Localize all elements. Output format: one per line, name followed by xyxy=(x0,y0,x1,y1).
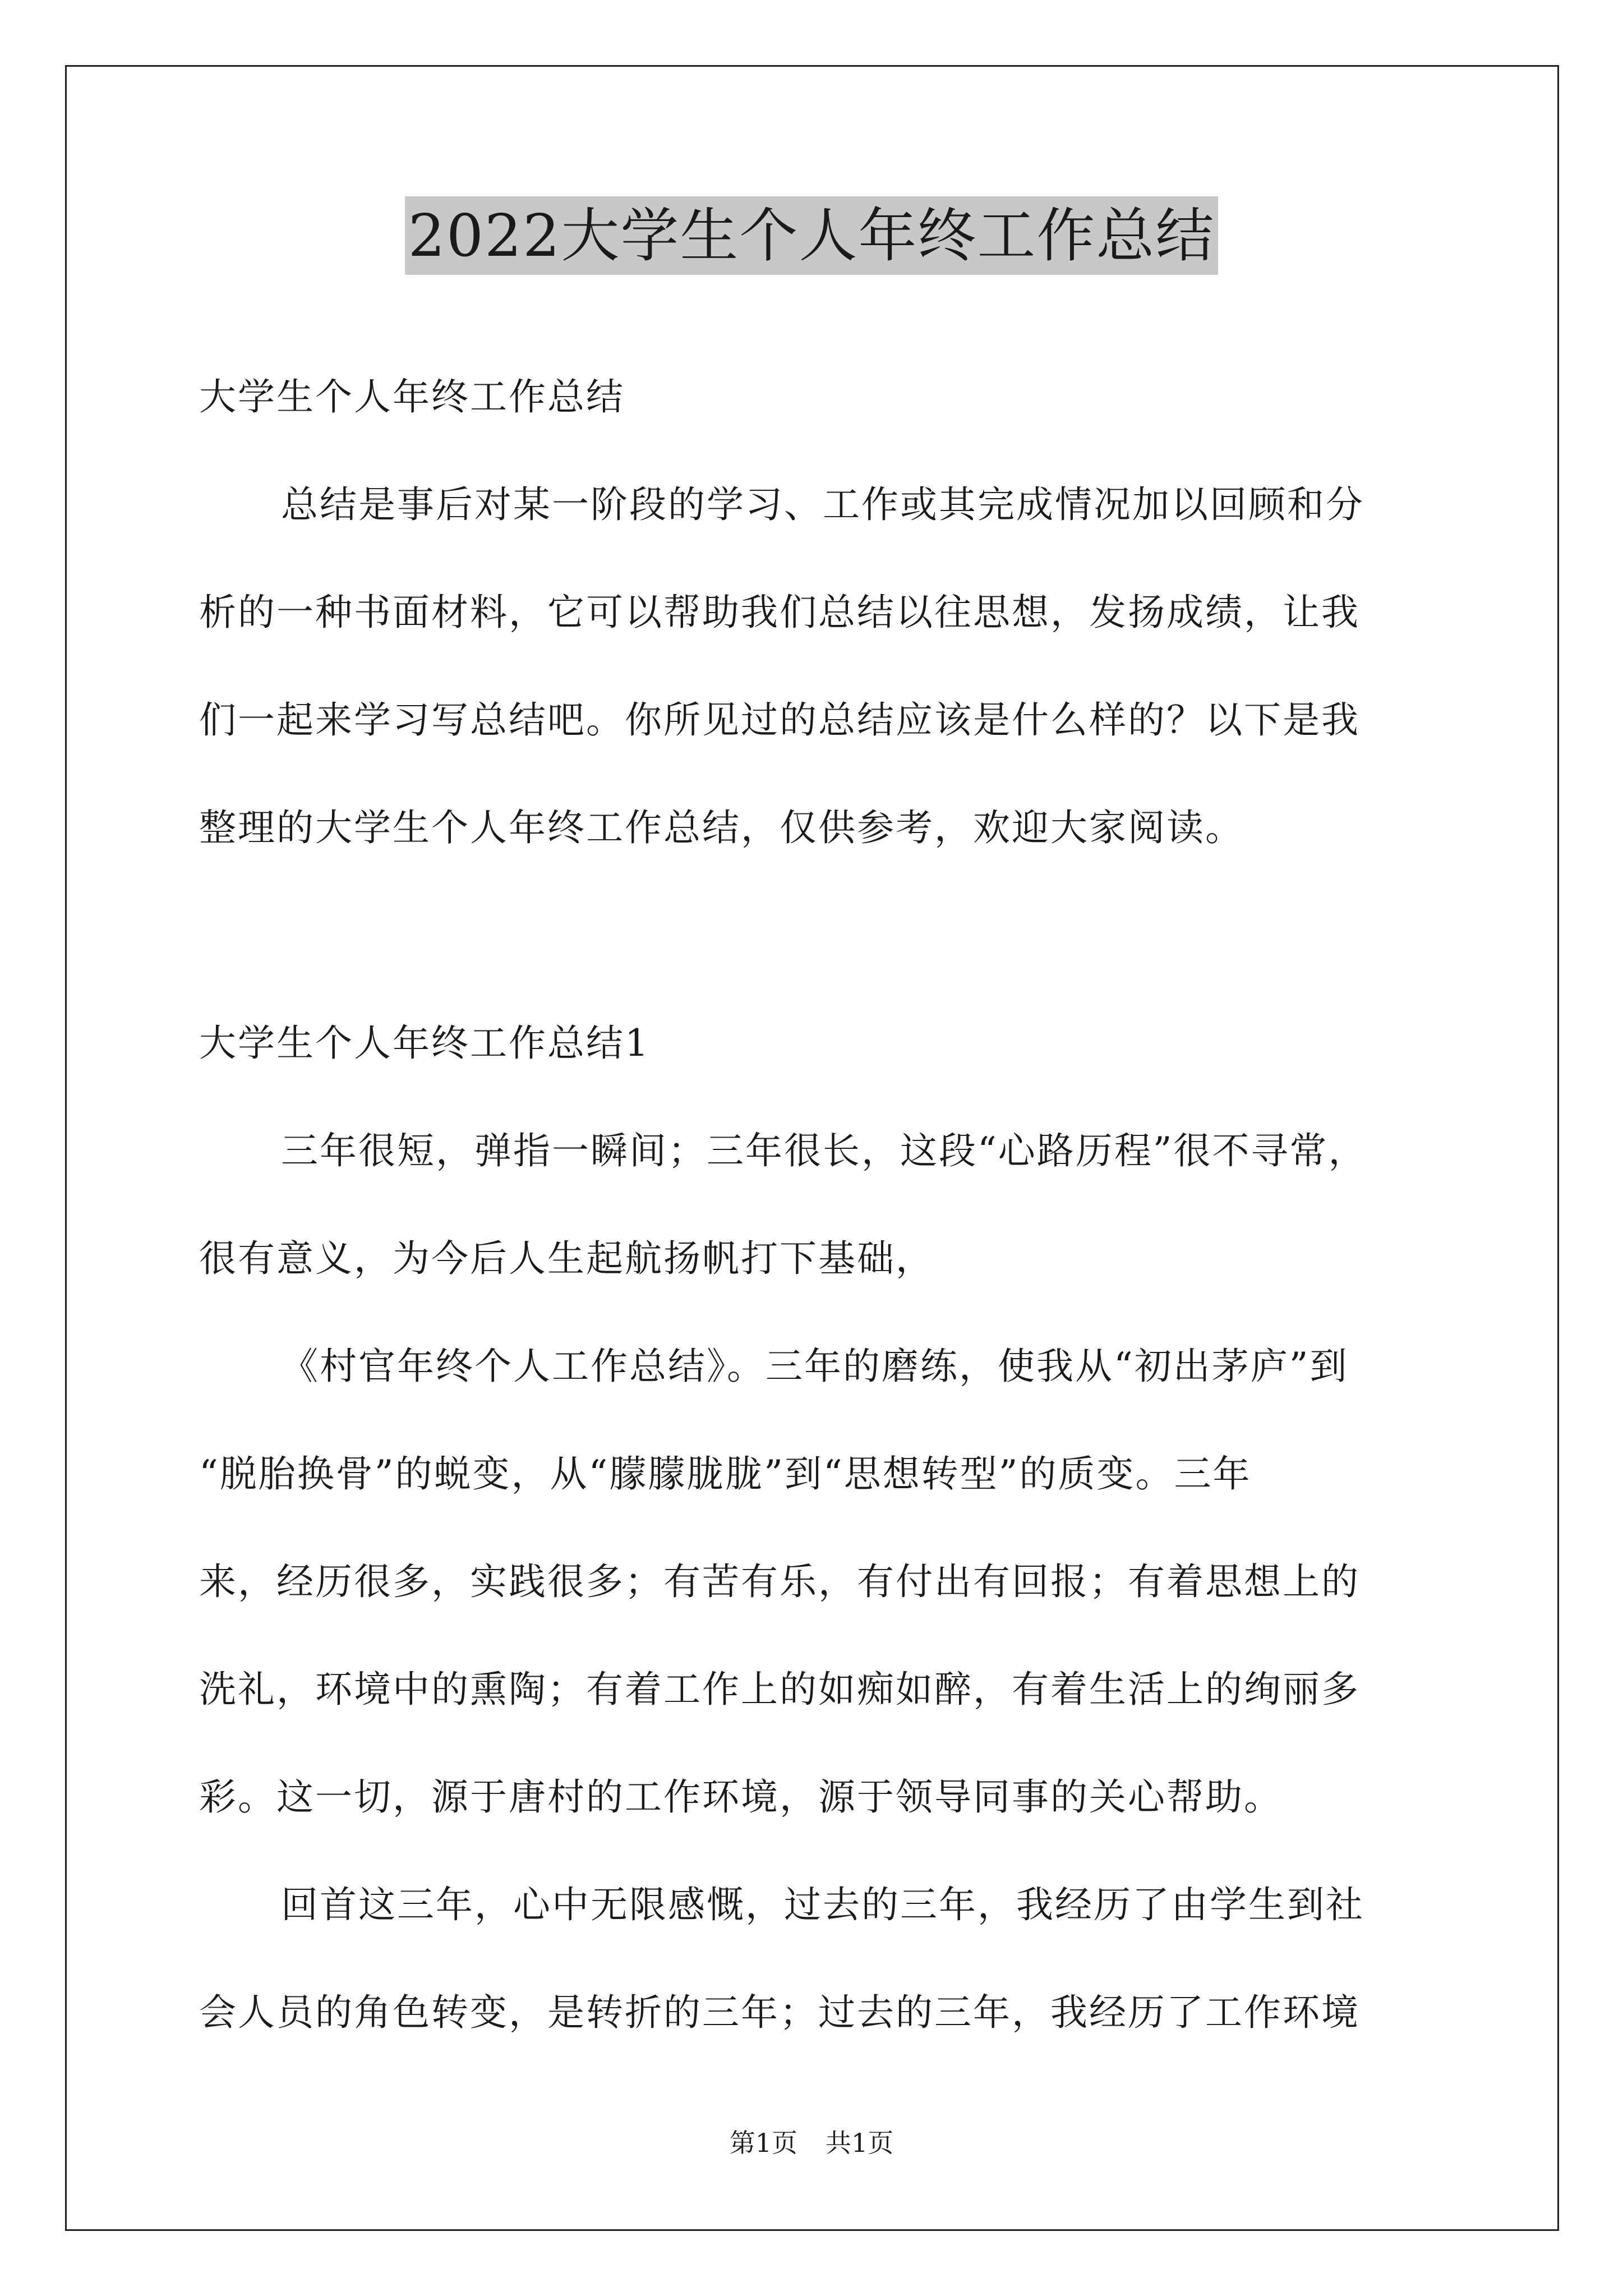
paragraph-line: 会人员的角色转变，是转折的三年；过去的三年，我经历了工作环境 xyxy=(199,1991,1360,2034)
paragraph-line: 很有意义，为今后人生起航扬帆打下基础， xyxy=(199,1237,934,1280)
paragraph-line: 洗礼，环境中的熏陶；有着工作上的如痴如醉，有着生活上的绚丽多 xyxy=(199,1668,1360,1711)
paragraph-line: 来，经历很多，实践很多；有苦有乐，有付出有回报；有着思想上的 xyxy=(199,1560,1360,1603)
paragraph-line: 《村官年终个人工作总结》。三年的磨练，使我从“初出茅庐”到 xyxy=(281,1345,1349,1388)
paragraph-line: 彩。这一切，源于唐村的工作环境，源于领导同事的关心帮助。 xyxy=(199,1775,1283,1819)
paragraph-line: 析的一种书面材料，它可以帮助我们总结以往思想，发扬成绩，让我 xyxy=(199,591,1360,634)
page-number: 第1页 xyxy=(729,2128,797,2158)
document-title xyxy=(0,196,1623,275)
paragraph-line: 总结是事后对某一阶段的学习、工作或其完成情况加以回顾和分 xyxy=(281,483,1364,526)
section-gap xyxy=(199,882,1433,990)
document-title-text: 2022大学生个人年终工作总结 xyxy=(405,196,1219,275)
document-body xyxy=(199,343,1433,2067)
page-total: 共1页 xyxy=(826,2128,894,2158)
page-footer xyxy=(0,2126,1623,2160)
subtitle: 大学生个人年终工作总结 xyxy=(199,375,625,418)
paragraph-line: “脱胎换骨”的蜕变，从“朦朦胧胧”到“思想转型”的质变。三年 xyxy=(199,1452,1252,1496)
paragraph-line: 回首这三年，心中无限感慨，过去的三年，我经历了由学生到社 xyxy=(281,1883,1364,1926)
paragraph-line: 们一起来学习写总结吧。你所见过的总结应该是什么样的？以下是我 xyxy=(199,698,1360,742)
section-heading: 大学生个人年终工作总结1 xyxy=(199,1022,650,1065)
paragraph-line: 三年很短，弹指一瞬间；三年很长，这段“心路历程”很不寻常， xyxy=(281,1129,1367,1172)
paragraph-line: 整理的大学生个人年终工作总结，仅供参考，欢迎大家阅读。 xyxy=(199,806,1244,849)
